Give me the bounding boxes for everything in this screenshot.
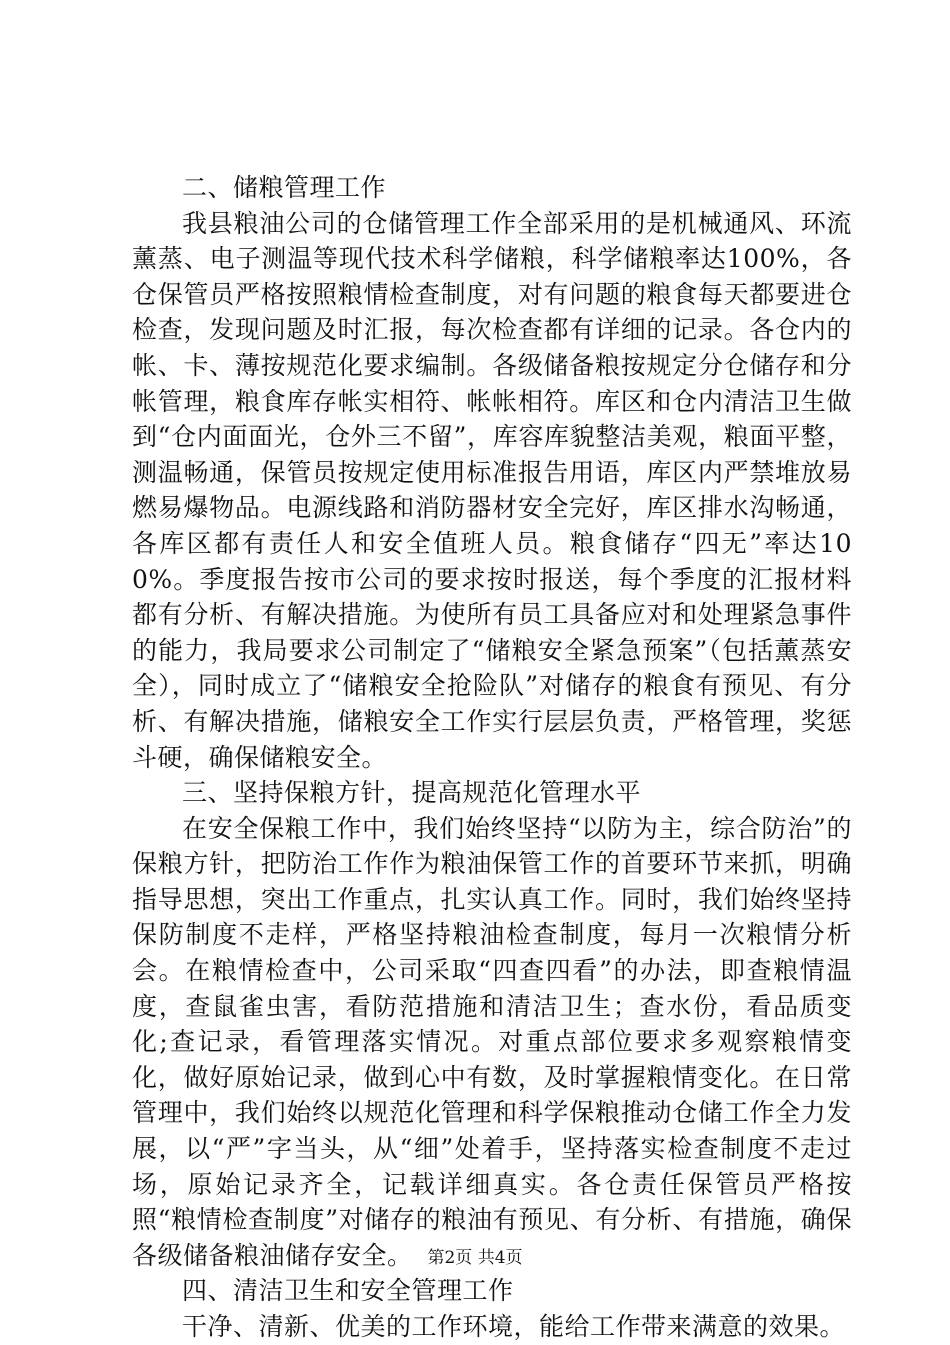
section-heading-hygiene-safety: 四、清洁卫生和安全管理工作 bbox=[182, 1276, 514, 1306]
section-heading-grain-protection-policy: 三、坚持保粮方针，提高规范化管理水平 bbox=[182, 778, 642, 808]
section-body-grain-protection-policy: 在安全保粮工作中，我们始终坚持“以防为主，综合防治”的保粮方针，把防治工作作为粮油保管工作的首要环节来抓，明确指导思想，突出工作重点，扎实认真工作。同时，我们始终坚持保防制度不走样，严格坚持粮油检查制度，每月一次粮情分析会。在粮情检查中，公司采取“四查四看”的办法，即查粮情温度，查鼠雀虫害，看防范措施和清洁卫生；查水份，看品质变化;查记录，看管理落实情况。对重点部位要求多观察粮情变化，做好原始记录，做到心中有数，及时掌握粮情变化。在日常管理中，我们始终以规范化管理和科学保粮推动仓储工作全力发展，以“严”字当头，从“细”处着手，坚持落实检查制度不走过场，原始记录齐全，记载详细真实。各仓责任保管员严格按照“粮情检查制度”对储存的粮油有预见、有分析、有措施，确保各级储备粮油储存安全。 bbox=[132, 813, 852, 1270]
section-body-storage-management: 我县粮油公司的仓储管理工作全部采用的是机械通风、环流薰蒸、电子测温等现代技术科学储粮，科学储粮率达100%，各仓保管员严格按照粮情检查制度，对有问题的粮食每天都要进仓检查，发现问题及时汇报，每次检查都有详细的记录。各仓内的帐、卡、薄按规范化要求编制。各级储备粮按规定分仓储存和分帐管理，粮食库存帐实相符、帐帐相符。库区和仓内清洁卫生做到“仓内面面光，仓外三不留”，库容库貌整洁美观，粮面平整，测温畅通，保管员按规定使用标准报告用语，库区内严禁堆放易燃易爆物品。电源线路和消防器材安全完好，库区排水沟畅通，各库区都有责任人和安全值班人员。粮食储存“四无”率达100%。季度报告按市公司的要求按时报送，每个季度的汇报材料都有分析、有解决措施。为使所有员工具备应对和处理紧急事件的能力，我局要求公司制定了“储粮安全紧急预案”（包括薰蒸安全），同时成立了“储粮安全抢险队”对储存的粮食有预见、有分析、有解决措施，储粮安全工作实行层层负责，严格管理，奖惩斗硬，确保储粮安全。 bbox=[132, 208, 852, 772]
document-body bbox=[132, 170, 852, 1345]
page-number-footer: 第2页 共4页 bbox=[427, 1248, 523, 1268]
section-heading-storage-management: 二、储粮管理工作 bbox=[182, 173, 387, 202]
section-body-hygiene-safety: 干净、清新、优美的工作环境，能给工作带来满意的效果。 bbox=[182, 1312, 846, 1341]
